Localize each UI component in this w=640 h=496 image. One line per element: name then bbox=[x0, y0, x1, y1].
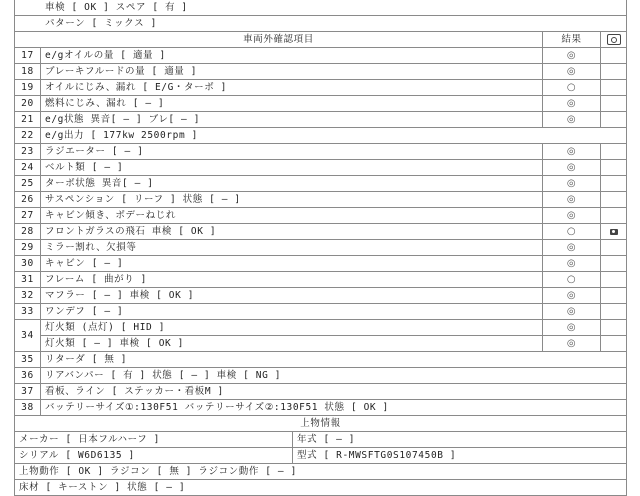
item-photo bbox=[601, 192, 627, 208]
item-photo bbox=[601, 304, 627, 320]
table-row bbox=[15, 400, 627, 416]
item-photo bbox=[601, 48, 627, 64]
item-photo bbox=[601, 320, 627, 336]
item-result: ◎ bbox=[543, 64, 601, 80]
item-number: 29 bbox=[15, 240, 41, 256]
table-row bbox=[15, 288, 627, 304]
camera-icon bbox=[607, 34, 621, 45]
item-number: 21 bbox=[15, 112, 41, 128]
upper-body-field: 床材 [ キーストン ] 状態 [ — ] bbox=[15, 480, 627, 496]
upper-body-field: 上物動作 [ OK ] ラジコン [ 無 ] ラジコン動作 [ — ] bbox=[15, 464, 627, 480]
table-row bbox=[15, 336, 627, 352]
item-result: ◎ bbox=[543, 304, 601, 320]
item-result: ◎ bbox=[543, 160, 601, 176]
item-photo bbox=[601, 176, 627, 192]
item-result: ○ bbox=[543, 80, 601, 96]
item-result: ◎ bbox=[543, 192, 601, 208]
table-row bbox=[15, 64, 627, 80]
item-description: 燃料にじみ、漏れ [ — ] bbox=[41, 96, 543, 112]
table-row bbox=[15, 384, 627, 400]
item-result: ◎ bbox=[543, 144, 601, 160]
table-row bbox=[15, 112, 627, 128]
item-description: ベルト類 [ — ] bbox=[41, 160, 543, 176]
item-number: 37 bbox=[15, 384, 41, 400]
item-description: 看板、ライン [ ステッカー・看板M ] bbox=[41, 384, 627, 400]
item-description: e/g出力 [ 177kw 2500rpm ] bbox=[41, 128, 627, 144]
item-number: 22 bbox=[15, 128, 41, 144]
item-result: ◎ bbox=[543, 336, 601, 352]
camera-icon[interactable] bbox=[610, 229, 618, 235]
item-result: ◎ bbox=[543, 48, 601, 64]
upper-body-field-right: 型式 [ R-MWSFTG0S107450B ] bbox=[293, 448, 627, 464]
item-result: ◎ bbox=[543, 96, 601, 112]
item-number: 23 bbox=[15, 144, 41, 160]
item-description: ワンデフ [ — ] bbox=[41, 304, 543, 320]
item-photo bbox=[601, 112, 627, 128]
table-row bbox=[15, 304, 627, 320]
item-photo bbox=[601, 160, 627, 176]
item-result: ◎ bbox=[543, 176, 601, 192]
table-row bbox=[15, 192, 627, 208]
item-number: 27 bbox=[15, 208, 41, 224]
table-row bbox=[15, 80, 627, 96]
item-number: 34 bbox=[15, 320, 41, 352]
item-description: ターボ状態 異音[ — ] bbox=[41, 176, 543, 192]
item-number: 25 bbox=[15, 176, 41, 192]
item-description: フロントガラスの飛石 車検 [ OK ] bbox=[41, 224, 543, 240]
table-row bbox=[15, 240, 627, 256]
table-row bbox=[15, 368, 627, 384]
table-row bbox=[15, 144, 627, 160]
item-number: 32 bbox=[15, 288, 41, 304]
item-result: ◎ bbox=[543, 208, 601, 224]
result-header: 結果 bbox=[543, 32, 601, 48]
item-description: キャビン [ — ] bbox=[41, 256, 543, 272]
item-description: オイルにじみ、漏れ [ E/G・ターボ ] bbox=[41, 80, 543, 96]
item-number: 18 bbox=[15, 64, 41, 80]
item-result: ◎ bbox=[543, 112, 601, 128]
upper-body-row bbox=[15, 432, 627, 448]
upper-body-field-left: メーカー [ 日本フルハーフ ] bbox=[15, 432, 293, 448]
item-number: 26 bbox=[15, 192, 41, 208]
item-description: ブレーキフルードの量 [ 適量 ] bbox=[41, 64, 543, 80]
table-row bbox=[15, 128, 627, 144]
spare-row: 車検 [ OK ] スペア [ 有 ] bbox=[15, 0, 627, 16]
item-photo bbox=[601, 224, 627, 240]
item-photo bbox=[601, 96, 627, 112]
table-row bbox=[15, 160, 627, 176]
item-description: バッテリーサイズ①:130F51 バッテリーサイズ②:130F51 状態 [ OK ] bbox=[41, 400, 627, 416]
item-photo bbox=[601, 336, 627, 352]
item-photo bbox=[601, 208, 627, 224]
item-result: ◎ bbox=[543, 288, 601, 304]
item-description: フレーム [ 曲がり ] bbox=[41, 272, 543, 288]
table-row bbox=[15, 256, 627, 272]
item-description: マフラー [ — ] 車検 [ OK ] bbox=[41, 288, 543, 304]
table-row bbox=[15, 48, 627, 64]
upper-body-field-right: 年式 [ — ] bbox=[293, 432, 627, 448]
table-row bbox=[15, 96, 627, 112]
item-photo bbox=[601, 288, 627, 304]
table-row bbox=[15, 352, 627, 368]
item-number: 33 bbox=[15, 304, 41, 320]
table-row bbox=[15, 272, 627, 288]
item-photo bbox=[601, 64, 627, 80]
item-number: 24 bbox=[15, 160, 41, 176]
inspection-table bbox=[14, 0, 627, 496]
table-row bbox=[15, 176, 627, 192]
item-result: ◎ bbox=[543, 240, 601, 256]
inspection-sheet bbox=[14, 0, 626, 493]
item-number: 28 bbox=[15, 224, 41, 240]
item-number: 36 bbox=[15, 368, 41, 384]
item-photo bbox=[601, 144, 627, 160]
item-description: e/g状態 異音[ — ] ブレ[ — ] bbox=[41, 112, 543, 128]
table-row bbox=[15, 224, 627, 240]
item-number: 19 bbox=[15, 80, 41, 96]
photo-header bbox=[601, 32, 627, 48]
item-description: サスペンション [ リーフ ] 状態 [ — ] bbox=[41, 192, 543, 208]
item-photo bbox=[601, 256, 627, 272]
item-result: ◎ bbox=[543, 320, 601, 336]
upper-body-row bbox=[15, 464, 627, 480]
item-description: ラジエーター [ — ] bbox=[41, 144, 543, 160]
item-number: 31 bbox=[15, 272, 41, 288]
upper-body-row bbox=[15, 480, 627, 496]
upper-body-title: 上物情報 bbox=[15, 416, 627, 432]
table-row bbox=[15, 208, 627, 224]
item-description: リアバンパー [ 有 ] 状態 [ — ] 車検 [ NG ] bbox=[41, 368, 627, 384]
item-number: 35 bbox=[15, 352, 41, 368]
item-description: リターダ [ 無 ] bbox=[41, 352, 627, 368]
upper-body-field-left: シリアル [ W6D6135 ] bbox=[15, 448, 293, 464]
item-description: 灯火類 [ — ] 車検 [ OK ] bbox=[41, 336, 543, 352]
item-number: 20 bbox=[15, 96, 41, 112]
upper-body-row bbox=[15, 448, 627, 464]
item-number: 17 bbox=[15, 48, 41, 64]
item-description: ミラー割れ、欠損等 bbox=[41, 240, 543, 256]
item-description: キャビン傾き、ボデーねじれ bbox=[41, 208, 543, 224]
item-result: ◎ bbox=[543, 256, 601, 272]
item-number: 38 bbox=[15, 400, 41, 416]
item-description: 灯火類 (点灯) [ HID ] bbox=[41, 320, 543, 336]
item-photo bbox=[601, 272, 627, 288]
item-number: 30 bbox=[15, 256, 41, 272]
exterior-section-title: 車両外確認項目 bbox=[15, 32, 543, 48]
table-row bbox=[15, 320, 627, 336]
item-photo bbox=[601, 240, 627, 256]
item-description: e/gオイルの量 [ 適量 ] bbox=[41, 48, 543, 64]
item-photo bbox=[601, 80, 627, 96]
item-result: ○ bbox=[543, 224, 601, 240]
item-result: ○ bbox=[543, 272, 601, 288]
tire-pattern-row: パターン [ ミックス ] bbox=[15, 16, 627, 32]
upper-body-header-row bbox=[15, 416, 627, 432]
